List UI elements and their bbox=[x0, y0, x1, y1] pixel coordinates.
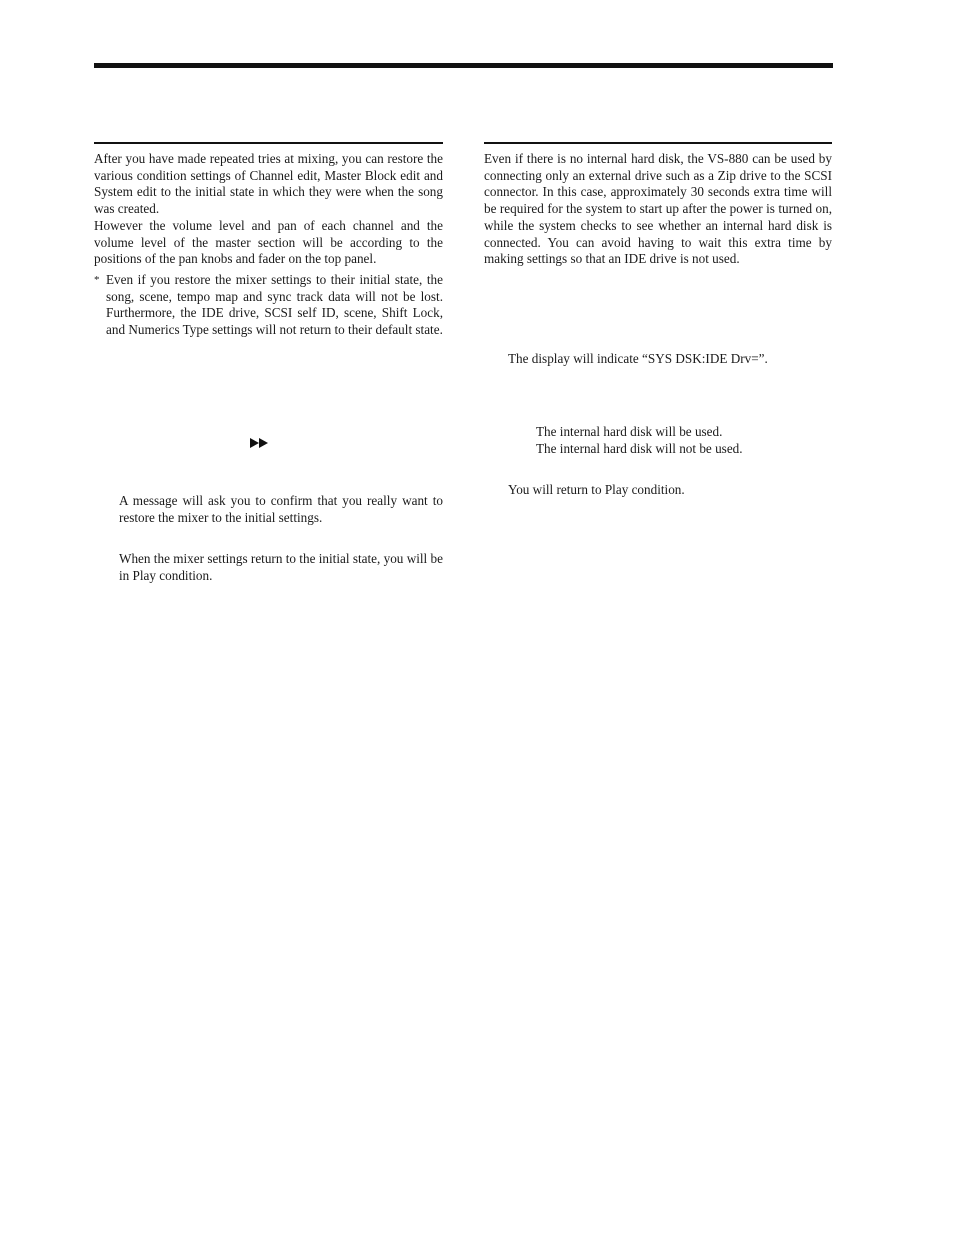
right-option-not-used: The internal hard disk will not be used. bbox=[536, 441, 743, 456]
left-step-result bbox=[119, 551, 443, 584]
header-rule bbox=[94, 63, 833, 68]
left-para2-text: However the volume level and pan of each channel and the volume level of the master section will be according to the positions of the pan knobs and fader on the top panel. bbox=[94, 217, 443, 267]
left-step-result-text: When the mixer settings return to the initial state, you will be in Play condition. bbox=[119, 551, 443, 583]
right-intro-text: Even if there is no internal hard disk, the VS-880 can be used by connecting only an external drive such as a Zip drive to the SCSI connector. In this case, approximately 30 seconds extra time will be required for the system to start up after the power is turned on, while the system checks to see whether an internal hard disk is connected. You can avoid having to wait this extra time by making settings so that an IDE drive is not used. bbox=[484, 151, 832, 267]
fast-forward-icon bbox=[249, 437, 271, 449]
right-intro bbox=[484, 151, 832, 268]
left-step-message bbox=[119, 493, 443, 526]
right-section-rule bbox=[484, 142, 832, 144]
left-step-message-text: A message will ask you to confirm that you really want to restore the mixer to the initial settings. bbox=[119, 493, 443, 525]
right-display-text: The display will indicate “SYS DSK:IDE Drv=”. bbox=[508, 351, 768, 366]
right-return-text: You will return to Play condition. bbox=[508, 482, 685, 497]
left-note-text: Even if you restore the mixer settings to their initial state, the song, scene, tempo map and sync track data will not be lost. Furthermore, the IDE drive, SCSI self ID, scene, Shift Lock, and Numerics Type settings will not return to their default state. bbox=[106, 271, 443, 338]
left-section-rule bbox=[94, 142, 443, 144]
left-note bbox=[94, 272, 443, 339]
left-intro bbox=[94, 151, 443, 339]
right-option-used: The internal hard disk will be used. bbox=[536, 424, 723, 439]
left-intro-text: After you have made repeated tries at mixing, you can restore the various condition settings of Channel edit, Master Block edit and System edit to the initial state in which they were when the song was created. bbox=[94, 151, 443, 217]
note-marker: * bbox=[94, 273, 100, 286]
